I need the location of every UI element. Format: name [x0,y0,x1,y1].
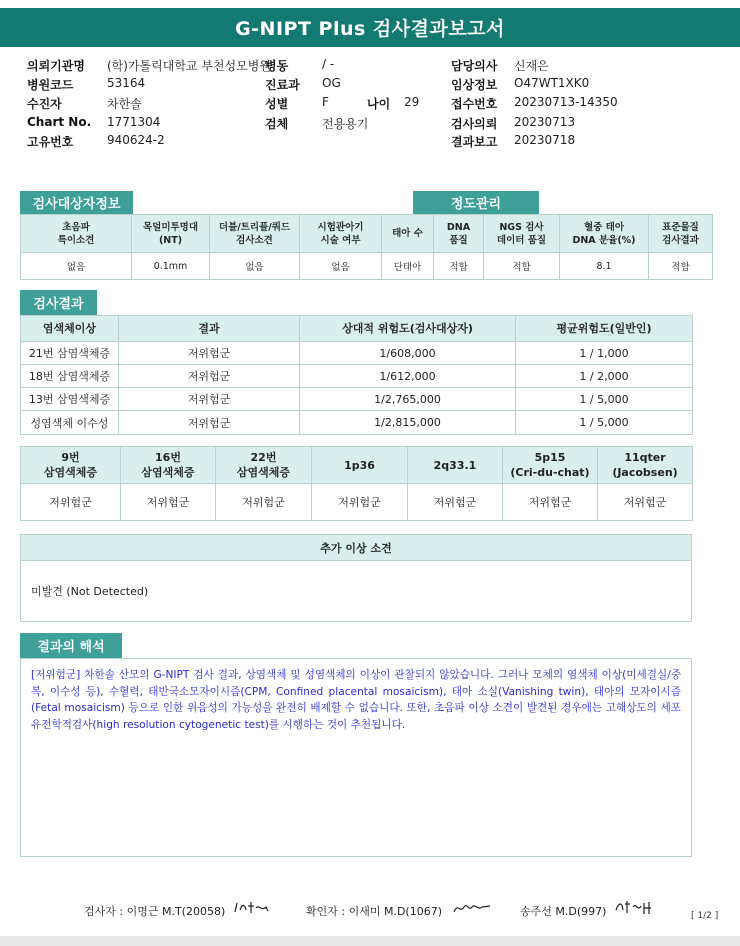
col-header: 11qter (Jacobsen) [598,447,693,484]
section-label-results: 검사결과 [20,290,97,315]
col-header: 더블/트리플/쿼드 검사소견 [210,215,300,253]
field-value: 20230713-14350 [514,95,618,109]
field-value: 전용용기 [322,117,369,131]
col-header: NGS 검사 데이터 품질 [484,215,560,253]
extended-value-row [21,484,693,521]
col-header: 2q33.1 [408,447,503,484]
cell: 저위험군 [312,484,408,521]
table-row [21,365,693,388]
col-header: 혈중 태아 DNA 분율(%) [560,215,649,253]
field-label: 고유번호 [27,135,74,149]
cell: 저위험군 [121,484,216,521]
col-header: 1p36 [312,447,408,484]
cell: 저위험군 [119,365,300,388]
examiner-signature [232,898,272,918]
field-label: Chart No. [27,115,92,129]
field-label: 병동 [265,59,289,73]
col-header: 평균위험도(일반인) [516,316,693,342]
cell: 저위험군 [119,411,300,435]
table-row [21,411,693,435]
field-label: 진료과 [265,78,300,92]
col-header: 9번 삼염색체증 [21,447,121,484]
subject-info-table [20,214,713,280]
field-value: 1771304 [107,115,161,129]
cell: 13번 삼염색체증 [21,388,119,411]
cell: 저위험군 [21,484,121,521]
cell: 없음 [300,253,382,280]
additional-findings-text: 미발견 (Not Detected) [31,585,149,598]
table-row [21,342,693,365]
field-value: 차한솔 [107,97,142,111]
subject-info-value-row [21,253,713,280]
section-label-subject-info: 검사대상자정보 [20,191,133,214]
field-value: OG [322,76,341,90]
cell: 1/2,765,000 [300,388,516,411]
cell: 저위험군 [119,342,300,365]
col-header: 초음파 특이소견 [21,215,132,253]
field-label: 검사의뢰 [451,117,498,131]
bottom-strip [0,936,740,946]
report-title: G-NIPT Plus 검사결과보고서 [0,8,740,47]
cell: 18번 삼염색체증 [21,365,119,388]
field-label: 의뢰기관명 [27,59,85,73]
col-header: 표준물질 검사결과 [649,215,713,253]
cell: 없음 [21,253,132,280]
col-header: 16번 삼염색체증 [121,447,216,484]
cell: 1/612,000 [300,365,516,388]
age-label: 나이 [367,97,391,111]
field-value: 940624-2 [107,133,165,147]
subject-info-header-row [21,215,713,253]
col-header: 22번 삼염색체증 [216,447,312,484]
field-value: O47WT1XK0 [514,76,590,90]
section-label-interpretation: 결과의 해석 [20,633,122,658]
field-value: / - [322,57,335,71]
confirmer-signature [452,898,492,918]
extended-header-row [21,447,693,484]
col-header: 시험관아기 시술 여부 [300,215,382,253]
cell: 저위험군 [598,484,693,521]
header-row [27,57,85,74]
col-header: 상대적 위험도(검사대상자) [300,316,516,342]
page-number: [ 1/2 ] [691,911,719,921]
table-row [21,388,693,411]
cell: 저위험군 [119,388,300,411]
cell: 1/608,000 [300,342,516,365]
extended-results-table [20,446,693,521]
cell: 저위험군 [216,484,312,521]
field-label: 성별 [265,97,289,111]
cell: 성염색체 이수성 [21,411,119,435]
cell: 적합 [434,253,484,280]
approver-label: 송주선 M.D(997) [520,905,607,918]
cell: 0.1mm [132,253,210,280]
additional-findings-title: 추가 이상 소견 [21,535,691,561]
col-header: 태아 수 [382,215,434,253]
col-header: DNA 품질 [434,215,484,253]
col-header: 결과 [119,316,300,342]
field-value: F [322,95,329,109]
interpretation-text: [저위험군] 차한솔 산모의 G-NIPT 검사 결과, 상염색체 및 성염색체의 이상이 관찰되지 않았습니다. 그러나 모체의 염색체 이상(미세결실/중복, 이수성 등), 수혈력, 태반국소모자이시즘(CPM, Confined placental mosaicism), 태아 소실(Vanishing twin), 태아의 모자이시즘(Fetal mosaicism) 등으로 인한 위음성의 가능성을 완전히 배제할 수 없습니다. 또한, 초음파 이상 소견이 발견된 경우에는 고해상도의 세포유전학적검사(high resolution cytogenetic test)를 시행하는 것이 추천됩니다. [20,658,692,857]
field-value: (학)가톨릭대학교 부천성모병원 [107,59,271,73]
col-header: 목덜미투명대 (NT) [132,215,210,253]
field-label: 결과보고 [451,135,498,149]
cell: 단태아 [382,253,434,280]
section-label-qc: 정도관리 [413,191,539,214]
results-header-row [21,316,693,342]
field-label: 담당의사 [451,59,498,73]
examiner-label: 검사자 : 이명근 M.T(20058) [84,905,226,918]
approver-signature [613,898,657,918]
cell: 저위험군 [408,484,503,521]
cell: 1 / 1,000 [516,342,693,365]
results-table [20,315,693,435]
age-value: 29 [404,95,420,109]
additional-findings-box [20,534,692,622]
field-value: 신재은 [514,59,549,73]
col-header: 5p15 (Cri-du-chat) [503,447,598,484]
cell: 8.1 [560,253,649,280]
col-header: 염색체이상 [21,316,119,342]
field-value: 20230713 [514,115,576,129]
cell: 없음 [210,253,300,280]
field-label: 병원코드 [27,78,74,92]
field-value: 53164 [107,76,146,90]
field-label: 접수번호 [451,97,498,111]
cell: 21번 삼염색체증 [21,342,119,365]
cell: 1 / 2,000 [516,365,693,388]
cell: 1/2,815,000 [300,411,516,435]
cell: 1 / 5,000 [516,411,693,435]
cell: 저위험군 [503,484,598,521]
field-label: 검체 [265,117,289,131]
field-label: 수진자 [27,97,62,111]
cell: 적합 [484,253,560,280]
field-label: 임상정보 [451,78,498,92]
field-value: 20230718 [514,133,576,147]
cell: 적합 [649,253,713,280]
confirmer-label: 확인자 : 이새미 M.D(1067) [306,905,442,918]
cell: 1 / 5,000 [516,388,693,411]
